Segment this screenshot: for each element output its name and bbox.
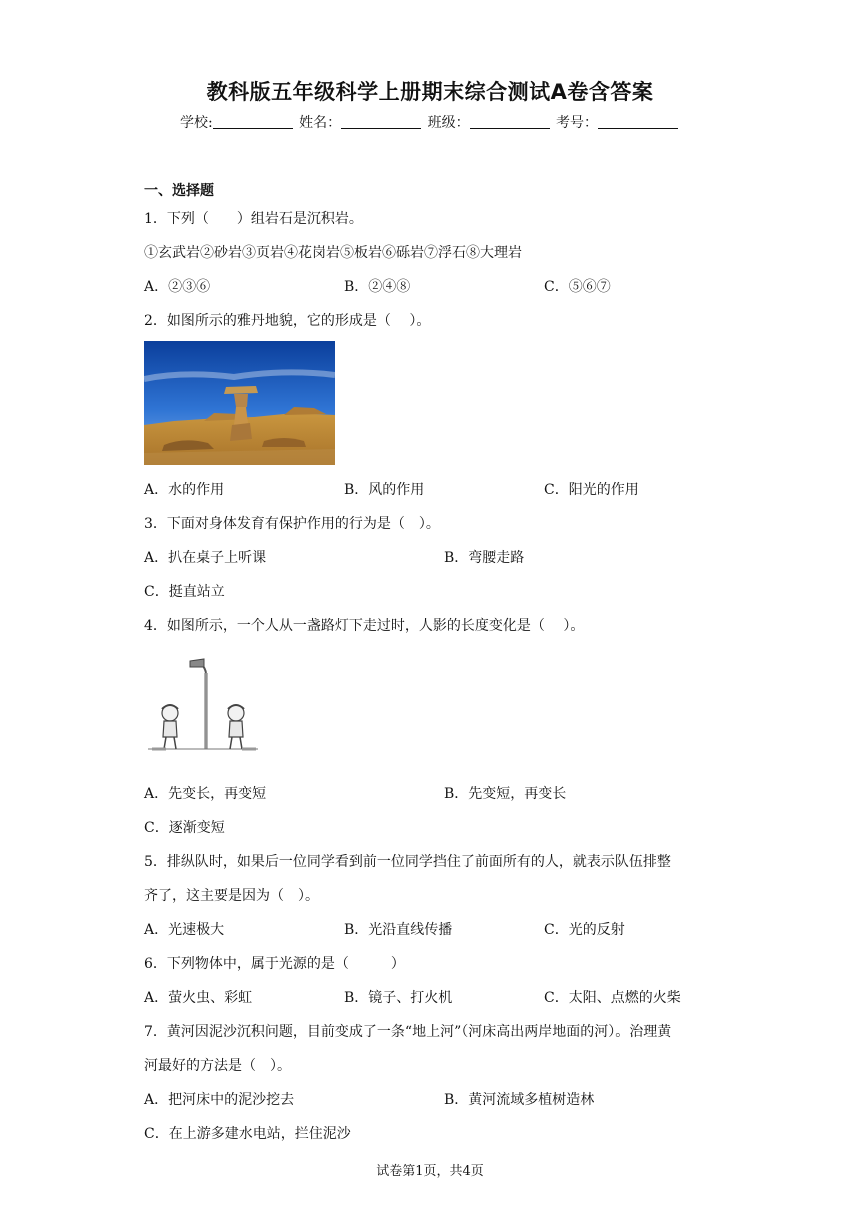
question-3-option-c: C．挺直站立	[144, 584, 225, 600]
question-6-stem: 6．下列物体中，属于光源的是（ ）	[144, 956, 405, 972]
question-6-option-c: C．太阳、点燃的火柴	[544, 990, 681, 1006]
question-5-option-c: C．光的反射	[544, 922, 625, 938]
question-6-option-a: A．萤火虫、彩虹	[144, 990, 253, 1006]
question-1-option-a: A．②③⑥	[144, 279, 211, 295]
school-label: 学校:	[179, 115, 213, 131]
question-2-option-a: A．水的作用	[144, 482, 225, 498]
page-footer: 试卷第1页，共4页	[376, 1164, 484, 1179]
question-7-stem-line-2: 河最好的方法是（ ）。	[144, 1058, 291, 1074]
question-3-stem: 3．下面对身体发育有保护作用的行为是（ ）。	[144, 516, 440, 532]
section-heading: 一、选择题	[144, 183, 214, 199]
name-label: 姓名：	[299, 115, 342, 131]
streetlamp-shadow-image	[144, 655, 262, 757]
question-2-stem: 2．如图所示的雅丹地貌，它的形成是（ ）。	[144, 313, 431, 329]
question-5-option-b: B．光沿直线传播	[344, 922, 453, 938]
question-4-option-a: A．先变长，再变短	[144, 786, 267, 802]
question-5-stem-line-1: 5．排纵队时，如果后一位同学看到前一位同学挡住了前面所有的人，就表示队伍排整	[144, 854, 671, 870]
question-4-stem: 4．如图所示，一个人从一盏路灯下走过时，人影的长度变化是（ ）。	[144, 618, 585, 634]
page-title: 教科版五年级科学上册期末综合测试A卷含答案	[206, 80, 654, 104]
question-5-stem-line-2: 齐了，这主要是因为（ ）。	[144, 888, 319, 904]
question-5-option-a: A．光速极大	[144, 922, 225, 938]
question-3-option-a: A．扒在桌子上听课	[144, 550, 267, 566]
question-1-option-b: B．②④⑧	[344, 279, 411, 295]
question-3-option-b: B．弯腰走路	[444, 550, 525, 566]
question-1-list: ①玄武岩②砂岩③页岩④花岗岩⑤板岩⑥砾岩⑦浮石⑧大理岩	[144, 245, 522, 261]
student-info-line	[0, 112, 860, 132]
question-1-stem: 1．下列（ ）组岩石是沉积岩。	[144, 211, 363, 227]
school-blank	[213, 114, 293, 129]
question-2-option-c: C．阳光的作用	[544, 482, 639, 498]
question-7-option-b: B．黄河流域多植树造林	[444, 1092, 595, 1108]
question-4-option-c: C．逐渐变短	[144, 820, 225, 836]
question-7-option-c: C．在上游多建水电站，拦住泥沙	[144, 1126, 351, 1142]
question-2-option-b: B．风的作用	[344, 482, 425, 498]
class-blank	[470, 114, 550, 129]
name-blank	[341, 114, 421, 129]
question-7-stem-line-1: 7．黄河因泥沙沉积问题，目前变成了一条“地上河”（河床高出两岸地面的河）。治理黄	[144, 1024, 672, 1040]
exam-no-blank	[598, 114, 678, 129]
question-7-option-a: A．把河床中的泥沙挖去	[144, 1092, 295, 1108]
yardang-landform-image	[144, 341, 335, 465]
question-1-option-c: C．⑤⑥⑦	[544, 279, 611, 295]
class-label: 班级：	[427, 115, 470, 131]
question-6-option-b: B．镜子、打火机	[344, 990, 453, 1006]
question-4-option-b: B．先变短，再变长	[444, 786, 567, 802]
exam-no-label: 考号：	[556, 115, 599, 131]
